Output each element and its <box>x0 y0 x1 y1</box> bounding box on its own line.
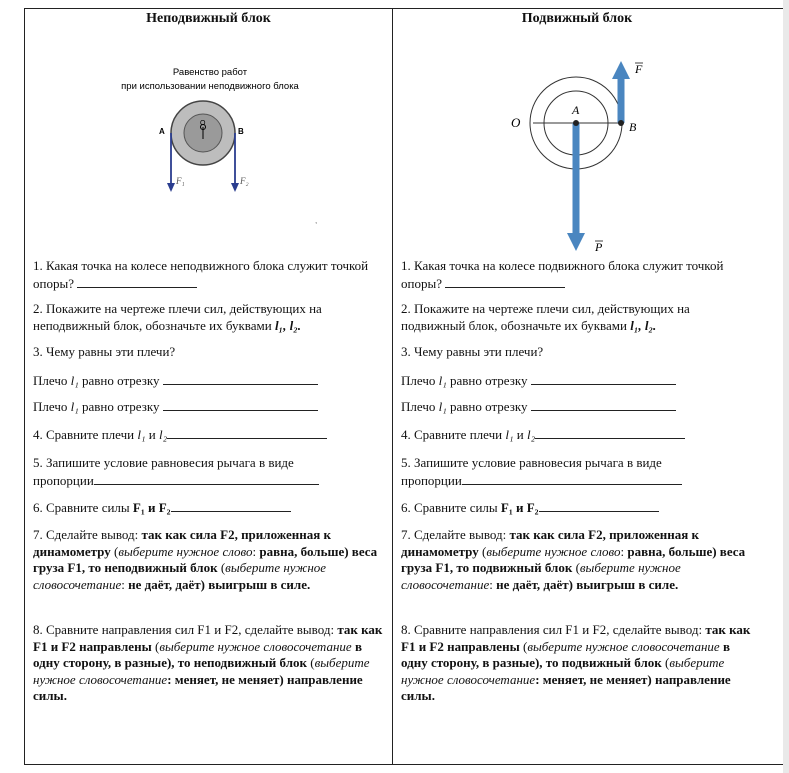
question-2: 2. Покажите на чертеже плечи сил, действующих на подвижный блок, обозначьте их буквами l₁, l₂. <box>401 301 690 333</box>
label-a: A <box>572 103 580 117</box>
question-4: 4. Сравните плечи l₁ и l₂ <box>33 426 386 444</box>
stray-mark: , <box>315 216 318 225</box>
movable-pulley-header: Подвижный блок <box>521 11 633 26</box>
movable-pulley-diagram <box>393 27 761 267</box>
arm-line-2: Плечо l₁ равно отрезку <box>401 398 755 416</box>
question-2: 2. Покажите на чертеже плечи сил, действующих на неподвижный блок, обозначьте их буквами l₁, l₂. <box>33 301 322 333</box>
arm-line-2: Плечо l₁ равно отрезку <box>33 398 386 416</box>
label-f: F <box>635 62 643 76</box>
answer-line-arm-1[interactable] <box>531 372 676 385</box>
caption-line-1: Равенство работ <box>172 67 248 78</box>
fixed-pulley-column <box>25 8 392 703</box>
question-8: 8. Сравните направления сил F1 и F2, сделайте вывод: так как F1 и F2 направлены (выберите нужное словосочетание в одну сторону, в разные), то подвижный блок (выберите нужное словосочетание: меняет, не меняет) направление силы. <box>401 622 751 703</box>
label-f1: F₁ <box>176 176 185 186</box>
answer-line-5[interactable] <box>462 472 682 485</box>
scrollbar[interactable] <box>783 0 789 773</box>
question-6: 6. Сравните силы F₁ и F₂ <box>33 499 386 517</box>
answer-line-1[interactable] <box>77 275 197 288</box>
arm-line-1: Плечо l₁ равно отрезку <box>33 372 386 390</box>
fixed-pulley-diagram <box>25 27 392 247</box>
label-a: A <box>159 127 165 136</box>
answer-line-6[interactable] <box>171 499 291 512</box>
answer-line-6[interactable] <box>539 499 659 512</box>
question-3: 3. Чему равны эти плечи? <box>33 344 176 359</box>
question-1: 1. Какая точка на колесе неподвижного блока служит точкой опоры? <box>33 258 369 291</box>
weight-arrowhead <box>567 233 585 251</box>
label-b: B <box>238 127 244 136</box>
answer-line-4[interactable] <box>167 426 327 439</box>
answer-line-arm-1[interactable] <box>163 372 318 385</box>
label-f2: F₂ <box>240 176 249 186</box>
question-7: 7. Сделайте вывод: так как сила F2, приложенная к динамометру (выберите нужное слово: равна, больше) веса груза F1, то подвижный блок (выберите нужное словосочетание: не даёт, даёт) выигрыш в силе. <box>401 527 746 592</box>
answer-line-5[interactable] <box>94 472 319 485</box>
question-8: 8. Сравните направления сил F1 и F2, сделайте вывод: так как F1 и F2 направлены (выберите нужное словосочетание в одну сторону, в разные), то неподвижный блок (выберите нужное словосочетание: меняет, не меняет) направление силы. <box>33 622 383 703</box>
point-b-dot <box>618 120 624 126</box>
fixed-pulley-figure <box>25 27 392 267</box>
f2-arrowhead <box>231 183 239 192</box>
question-6: 6. Сравните силы F₁ и F₂ <box>401 499 755 517</box>
question-1: 1. Какая точка на колесе подвижного блока служит точкой опоры? <box>401 258 724 291</box>
question-7: 7. Сделайте вывод: так как сила F2, приложенная к динамометру (выберите нужное слово: равна, больше) веса груза F1, то неподвижный блок (выберите нужное словосочетание: не даёт, даёт) выигрыш в силе. <box>33 527 378 592</box>
f1-arrowhead <box>167 183 175 192</box>
question-5: 5. Запишите условие равновесия рычага в виде пропорции <box>33 455 386 489</box>
movable-pulley-figure <box>393 27 761 267</box>
label-b: B <box>629 120 637 134</box>
label-o: O <box>200 120 206 127</box>
question-5: 5. Запишите условие равновесия рычага в виде пропорции <box>401 455 755 489</box>
force-arrowhead <box>612 61 630 79</box>
answer-line-4[interactable] <box>535 426 685 439</box>
label-p: P <box>595 240 603 254</box>
answer-line-1[interactable] <box>445 275 565 288</box>
arm-line-1: Плечо l₁ равно отрезку <box>401 372 755 390</box>
point-a-dot <box>573 120 579 126</box>
answer-line-arm-2[interactable] <box>163 398 318 411</box>
question-3: 3. Чему равны эти плечи? <box>401 344 544 359</box>
fixed-pulley-header: Неподвижный блок <box>146 11 271 26</box>
answer-line-arm-2[interactable] <box>531 398 676 411</box>
label-o: O <box>511 115 521 130</box>
question-4: 4. Сравните плечи l₁ и l₂ <box>401 426 755 444</box>
movable-pulley-column <box>393 8 761 703</box>
caption-line-2: при использовании неподвижного блока <box>121 81 299 92</box>
